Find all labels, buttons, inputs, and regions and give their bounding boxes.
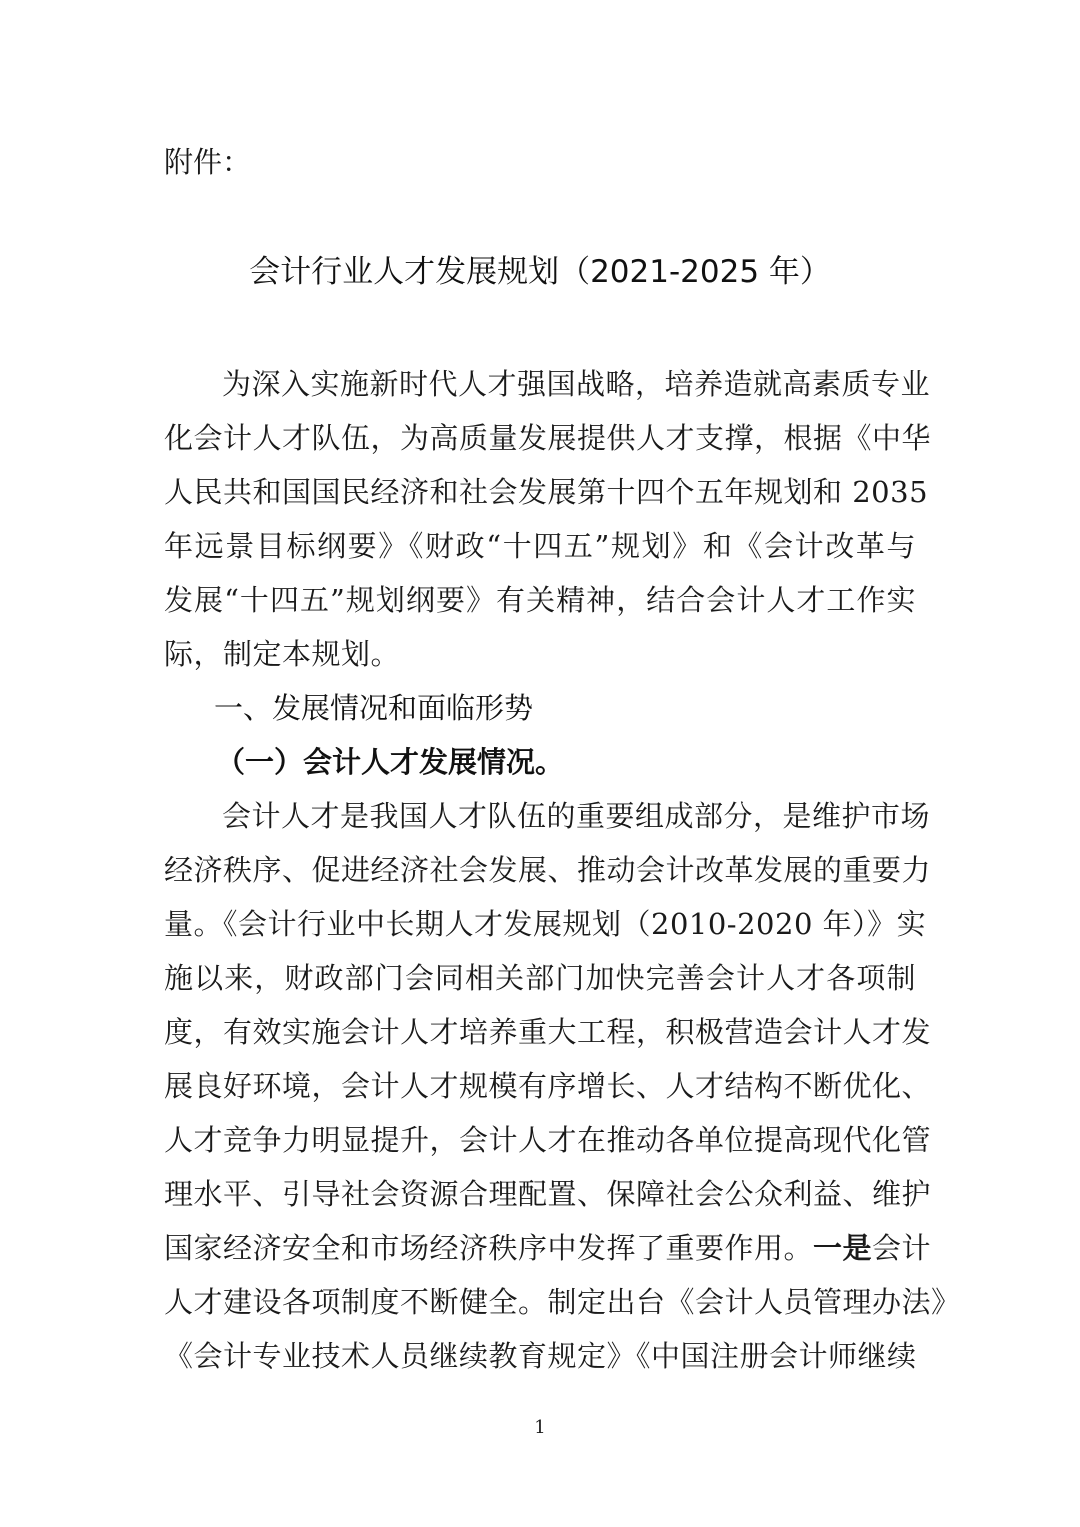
paragraph-line: 年远景目标纲要》《财政“十四五”规划》和《会计改革与 bbox=[164, 529, 916, 563]
emphasis-text: 一是 bbox=[813, 1231, 873, 1265]
document-title: 会计行业人才发展规划（2021-2025 年） bbox=[249, 254, 831, 290]
paragraph-line: 为深入实施新时代人才强国战略，培养造就高素质专业 bbox=[222, 367, 931, 401]
subsection-heading: （一）会计人才发展情况。 bbox=[216, 745, 565, 779]
attachment-label: 附件： bbox=[164, 145, 252, 179]
paragraph-line: 经济秩序、促进经济社会发展、推动会计改革发展的重要力 bbox=[164, 853, 932, 887]
paragraph-line: 量。《会计行业中长期人才发展规划（2010-2020 年）》实 bbox=[164, 907, 927, 941]
page-number: 1 bbox=[534, 1417, 546, 1438]
paragraph-line: 人民共和国国民经济和社会发展第十四个五年规划和 2035 bbox=[164, 475, 929, 509]
paragraph-line: 人才竞争力明显提升，会计人才在推动各单位提高现代化管 bbox=[164, 1123, 932, 1157]
paragraph-line: 际，制定本规划。 bbox=[164, 637, 401, 671]
line-text: 国家经济安全和市场经济秩序中发挥了重要作用。 bbox=[164, 1231, 814, 1265]
paragraph-line: 人才建设各项制度不断健全。制定出台《会计人员管理办法》 bbox=[164, 1285, 961, 1319]
paragraph-line: 度，有效实施会计人才培养重大工程，积极营造会计人才发 bbox=[164, 1015, 932, 1049]
section-heading: 一、发展情况和面临形势 bbox=[214, 691, 534, 725]
paragraph-line: 发展“十四五”规划纲要》有关精神，结合会计人才工作实 bbox=[164, 583, 916, 617]
paragraph-line-with-emphasis bbox=[164, 1221, 932, 1275]
paragraph-line: 《会计专业技术人员继续教育规定》《中国注册会计师继续 bbox=[164, 1339, 917, 1373]
paragraph-line: 施以来，财政部门会同相关部门加快完善会计人才各项制 bbox=[164, 961, 916, 995]
line-text: 会计 bbox=[872, 1231, 932, 1265]
intro-paragraph bbox=[164, 357, 961, 1383]
paragraph-line: 会计人才是我国人才队伍的重要组成部分，是维护市场 bbox=[222, 799, 931, 833]
paragraph-line: 展良好环境，会计人才规模有序增长、人才结构不断优化、 bbox=[164, 1069, 932, 1103]
paragraph-line: 理水平、引导社会资源合理配置、保障社会公众利益、维护 bbox=[164, 1177, 932, 1211]
paragraph-line: 化会计人才队伍，为高质量发展提供人才支撑，根据《中华 bbox=[164, 421, 932, 455]
